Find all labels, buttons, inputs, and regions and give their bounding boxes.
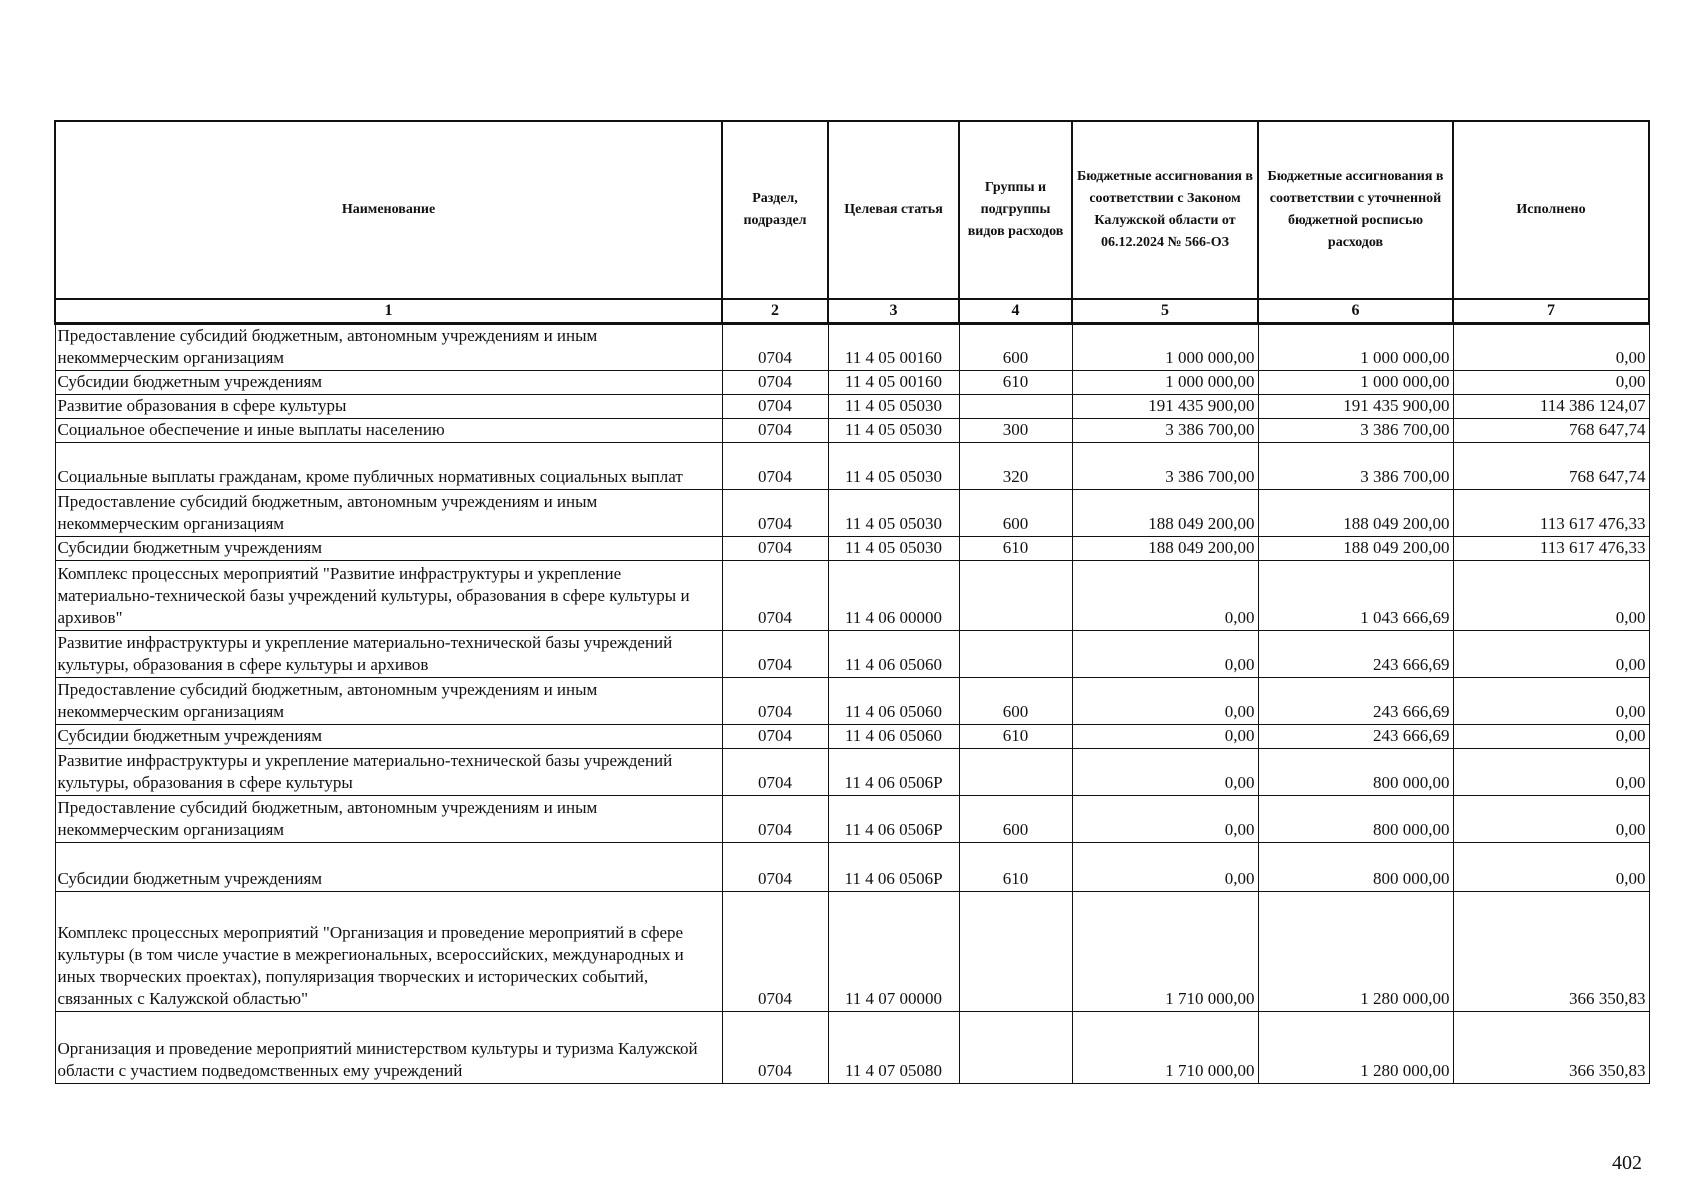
cell-executed: 0,00 <box>1453 749 1649 796</box>
cell-name: Предоставление субсидий бюджетным, автономным учреждениям и иным некоммерческим организациям <box>55 324 722 371</box>
cell-refined: 1 000 000,00 <box>1258 371 1453 395</box>
table-row <box>55 631 1649 678</box>
cell-group <box>959 631 1072 678</box>
cell-group: 600 <box>959 490 1072 537</box>
cell-refined: 1 280 000,00 <box>1258 1012 1453 1084</box>
header-target: Целевая статья <box>828 121 959 299</box>
cell-target: 11 4 05 00160 <box>828 324 959 371</box>
cell-refined: 188 049 200,00 <box>1258 490 1453 537</box>
cell-law: 1 710 000,00 <box>1072 892 1258 1012</box>
cell-section: 0704 <box>722 678 828 725</box>
cell-group <box>959 749 1072 796</box>
cell-name: Субсидии бюджетным учреждениям <box>55 843 722 892</box>
column-number: 4 <box>959 299 1072 324</box>
cell-group: 610 <box>959 725 1072 749</box>
cell-section: 0704 <box>722 324 828 371</box>
cell-section: 0704 <box>722 843 828 892</box>
cell-law: 188 049 200,00 <box>1072 490 1258 537</box>
cell-group: 600 <box>959 796 1072 843</box>
table-row <box>55 419 1649 443</box>
page-number: 402 <box>1612 1152 1642 1174</box>
cell-law: 3 386 700,00 <box>1072 419 1258 443</box>
column-number: 5 <box>1072 299 1258 324</box>
cell-target: 11 4 07 05080 <box>828 1012 959 1084</box>
table-row <box>55 843 1649 892</box>
cell-executed: 0,00 <box>1453 843 1649 892</box>
cell-target: 11 4 06 00000 <box>828 561 959 631</box>
cell-law: 0,00 <box>1072 678 1258 725</box>
table-row <box>55 796 1649 843</box>
cell-refined: 1 000 000,00 <box>1258 324 1453 371</box>
table-row <box>55 561 1649 631</box>
cell-section: 0704 <box>722 419 828 443</box>
cell-refined: 800 000,00 <box>1258 749 1453 796</box>
cell-refined: 191 435 900,00 <box>1258 395 1453 419</box>
cell-refined: 3 386 700,00 <box>1258 443 1453 490</box>
cell-name: Социальные выплаты гражданам, кроме публичных нормативных социальных выплат <box>55 443 722 490</box>
cell-law: 1 000 000,00 <box>1072 371 1258 395</box>
cell-executed: 113 617 476,33 <box>1453 490 1649 537</box>
cell-refined: 243 666,69 <box>1258 631 1453 678</box>
cell-section: 0704 <box>722 537 828 561</box>
cell-executed: 0,00 <box>1453 796 1649 843</box>
table-row <box>55 324 1649 371</box>
cell-executed: 0,00 <box>1453 324 1649 371</box>
cell-target: 11 4 05 05030 <box>828 490 959 537</box>
cell-section: 0704 <box>722 749 828 796</box>
column-number: 2 <box>722 299 828 324</box>
cell-law: 0,00 <box>1072 749 1258 796</box>
budget-sheet <box>54 120 1648 1084</box>
cell-group: 600 <box>959 678 1072 725</box>
cell-law: 0,00 <box>1072 725 1258 749</box>
cell-executed: 366 350,83 <box>1453 1012 1649 1084</box>
cell-target: 11 4 06 05060 <box>828 631 959 678</box>
cell-law: 191 435 900,00 <box>1072 395 1258 419</box>
cell-group <box>959 892 1072 1012</box>
cell-section: 0704 <box>722 892 828 1012</box>
cell-name: Организация и проведение мероприятий министерством культуры и туризма Калужской области с участием подведомственных ему учреждений <box>55 1012 722 1084</box>
cell-target: 11 4 07 00000 <box>828 892 959 1012</box>
header-groups: Группы и подгруппы видов расходов <box>959 121 1072 299</box>
cell-executed: 113 617 476,33 <box>1453 537 1649 561</box>
table-row <box>55 443 1649 490</box>
cell-refined: 800 000,00 <box>1258 843 1453 892</box>
cell-section: 0704 <box>722 631 828 678</box>
cell-group: 600 <box>959 324 1072 371</box>
cell-group: 610 <box>959 843 1072 892</box>
cell-refined: 243 666,69 <box>1258 678 1453 725</box>
column-number: 6 <box>1258 299 1453 324</box>
cell-group: 320 <box>959 443 1072 490</box>
cell-section: 0704 <box>722 395 828 419</box>
header-section: Раздел, подраздел <box>722 121 828 299</box>
cell-target: 11 4 06 0506Р <box>828 796 959 843</box>
cell-executed: 0,00 <box>1453 631 1649 678</box>
header-row <box>55 121 1649 299</box>
cell-name: Развитие инфраструктуры и укрепление материально-технической базы учреждений культуры, образования в сфере культуры и архивов <box>55 631 722 678</box>
cell-section: 0704 <box>722 490 828 537</box>
cell-refined: 243 666,69 <box>1258 725 1453 749</box>
cell-group <box>959 561 1072 631</box>
cell-name: Предоставление субсидий бюджетным, автономным учреждениям и иным некоммерческим организациям <box>55 490 722 537</box>
table-row <box>55 490 1649 537</box>
cell-group <box>959 1012 1072 1084</box>
cell-target: 11 4 06 05060 <box>828 678 959 725</box>
cell-name: Предоставление субсидий бюджетным, автономным учреждениям и иным некоммерческим организациям <box>55 678 722 725</box>
cell-law: 1 000 000,00 <box>1072 324 1258 371</box>
table-row <box>55 678 1649 725</box>
table-row <box>55 395 1649 419</box>
cell-refined: 3 386 700,00 <box>1258 419 1453 443</box>
header-refined: Бюджетные ассигнования в соответствии с уточненной бюджетной росписью расходов <box>1258 121 1453 299</box>
cell-group: 300 <box>959 419 1072 443</box>
table-row <box>55 537 1649 561</box>
cell-name: Субсидии бюджетным учреждениям <box>55 371 722 395</box>
cell-name: Комплекс процессных мероприятий "Организация и проведение мероприятий в сфере культуры (в том числе участие в межрегиональных, всероссийских, международных и иных творческих проектах), популяризация творческих и исторических событий, связанных с Калужской областью" <box>55 892 722 1012</box>
cell-law: 0,00 <box>1072 796 1258 843</box>
cell-refined: 800 000,00 <box>1258 796 1453 843</box>
table-row <box>55 749 1649 796</box>
cell-executed: 114 386 124,07 <box>1453 395 1649 419</box>
cell-name: Субсидии бюджетным учреждениям <box>55 725 722 749</box>
cell-target: 11 4 05 05030 <box>828 395 959 419</box>
cell-executed: 0,00 <box>1453 725 1649 749</box>
cell-executed: 366 350,83 <box>1453 892 1649 1012</box>
header-executed: Исполнено <box>1453 121 1649 299</box>
cell-target: 11 4 06 0506Р <box>828 749 959 796</box>
table-row <box>55 892 1649 1012</box>
cell-target: 11 4 06 05060 <box>828 725 959 749</box>
cell-law: 188 049 200,00 <box>1072 537 1258 561</box>
cell-section: 0704 <box>722 371 828 395</box>
cell-law: 3 386 700,00 <box>1072 443 1258 490</box>
cell-group <box>959 395 1072 419</box>
column-number: 3 <box>828 299 959 324</box>
cell-target: 11 4 06 0506Р <box>828 843 959 892</box>
cell-executed: 768 647,74 <box>1453 419 1649 443</box>
table-row <box>55 1012 1649 1084</box>
cell-law: 1 710 000,00 <box>1072 1012 1258 1084</box>
cell-executed: 0,00 <box>1453 561 1649 631</box>
cell-name: Социальное обеспечение и иные выплаты населению <box>55 419 722 443</box>
cell-law: 0,00 <box>1072 843 1258 892</box>
cell-section: 0704 <box>722 561 828 631</box>
cell-name: Предоставление субсидий бюджетным, автономным учреждениям и иным некоммерческим организациям <box>55 796 722 843</box>
cell-target: 11 4 05 05030 <box>828 419 959 443</box>
cell-executed: 768 647,74 <box>1453 443 1649 490</box>
cell-executed: 0,00 <box>1453 371 1649 395</box>
cell-group: 610 <box>959 537 1072 561</box>
cell-executed: 0,00 <box>1453 678 1649 725</box>
table-row <box>55 371 1649 395</box>
cell-target: 11 4 05 05030 <box>828 537 959 561</box>
cell-name: Развитие инфраструктуры и укрепление материально-технической базы учреждений культуры, образования в сфере культуры <box>55 749 722 796</box>
cell-refined: 1 043 666,69 <box>1258 561 1453 631</box>
cell-refined: 188 049 200,00 <box>1258 537 1453 561</box>
cell-target: 11 4 05 00160 <box>828 371 959 395</box>
cell-name: Субсидии бюджетным учреждениям <box>55 537 722 561</box>
cell-target: 11 4 05 05030 <box>828 443 959 490</box>
cell-section: 0704 <box>722 725 828 749</box>
cell-group: 610 <box>959 371 1072 395</box>
header-name: Наименование <box>55 121 722 299</box>
budget-table <box>54 120 1650 1084</box>
cell-section: 0704 <box>722 796 828 843</box>
cell-refined: 1 280 000,00 <box>1258 892 1453 1012</box>
column-number-row <box>55 299 1649 324</box>
cell-section: 0704 <box>722 1012 828 1084</box>
cell-name: Комплекс процессных мероприятий "Развитие инфраструктуры и укрепление материально-технической базы учреждений культуры, образования в сфере культуры и архивов" <box>55 561 722 631</box>
column-number: 7 <box>1453 299 1649 324</box>
header-law: Бюджетные ассигнования в соответствии с Законом Калужской области от 06.12.2024 № 566-ОЗ <box>1072 121 1258 299</box>
column-number: 1 <box>55 299 722 324</box>
cell-law: 0,00 <box>1072 631 1258 678</box>
cell-section: 0704 <box>722 443 828 490</box>
cell-law: 0,00 <box>1072 561 1258 631</box>
table-row <box>55 725 1649 749</box>
cell-name: Развитие образования в сфере культуры <box>55 395 722 419</box>
